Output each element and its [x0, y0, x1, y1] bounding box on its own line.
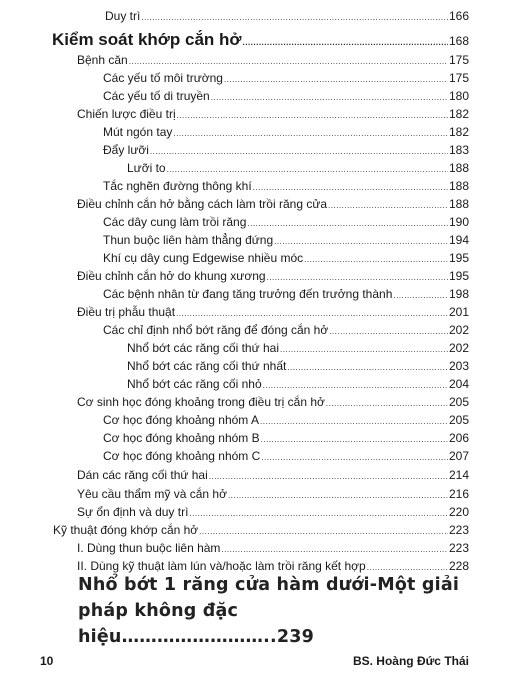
toc-entry: [103, 69, 469, 87]
toc-entry-page: 180: [448, 89, 469, 103]
toc-entry-page: 183: [448, 143, 469, 157]
toc-entry: [127, 339, 469, 357]
toc-entry-page: 175: [448, 71, 469, 85]
toc-entry: [127, 375, 469, 393]
toc-entry-label: Các yếu tố môi trường: [103, 71, 223, 85]
toc-entry-page: 195: [448, 269, 469, 283]
toc-entry-label: Điều chỉnh cắn hở bằng cách làm trồi răng cửa: [77, 197, 328, 211]
toc-entry: [103, 231, 469, 249]
toc-entry-page: 195: [448, 251, 469, 265]
toc-entry: [77, 195, 469, 213]
toc-entry: [77, 539, 469, 557]
toc-entry-page: 188: [448, 197, 469, 211]
toc-entry: [77, 105, 469, 123]
toc-entry-page: 214: [448, 468, 469, 482]
toc-entry-page: 223: [448, 523, 469, 537]
toc-entry: [103, 141, 469, 159]
toc-entry-label: Bệnh căn: [77, 53, 128, 67]
toc-entry-page: 204: [448, 377, 469, 391]
toc-entry: [103, 321, 469, 339]
toc-entry-label: Cơ học đóng khoảng nhóm A: [103, 413, 259, 427]
toc-entry: [77, 267, 469, 285]
toc-entry-label: Điều trị phẫu thuật: [77, 305, 176, 319]
toc-entry-page: 182: [448, 107, 469, 121]
toc-entry-label: Khí cụ dây cung Edgewise nhiều móc: [103, 251, 304, 265]
toc-entry-page: 166: [448, 9, 469, 23]
toc-entry: [103, 285, 469, 303]
toc-entry-page: 205: [448, 395, 469, 409]
toc-entry-label: Sự ổn định và duy trì: [77, 505, 189, 519]
toc-entry-page: 202: [448, 341, 469, 355]
toc-entry-page: 205: [448, 413, 469, 427]
toc-entry-page: 203: [448, 359, 469, 373]
toc-entry-page: 223: [448, 541, 469, 555]
toc-entry: [53, 521, 469, 539]
toc-entry: [103, 429, 469, 447]
toc-entry-label: Kỹ thuật đóng khớp cắn hở: [53, 523, 199, 537]
toc-entry-label: II. Dùng kỹ thuật làm lún và/hoặc làm trồi răng kết hợp: [77, 559, 366, 573]
toc-entry-label: Chiến lược điều trị: [77, 107, 176, 121]
toc-entry-label: Duy trì: [105, 9, 141, 23]
toc-entry-page: 190: [448, 215, 469, 229]
chapter-note-title: Nhổ bớt 1 răng cửa hàm dưới-Một giải pháp không đặc hiệu……………………..239: [78, 575, 460, 647]
author-name: BS. Hoàng Đức Thái: [352, 654, 469, 668]
toc-entry-label: Mút ngón tay: [103, 125, 173, 139]
toc-entry: [103, 123, 469, 141]
toc-entry-page: 220: [448, 505, 469, 519]
toc-entry: [77, 485, 469, 503]
toc-entry-page: 207: [448, 449, 469, 463]
toc-entry-label: Đẩy lưỡi: [103, 143, 149, 157]
toc-entry: [103, 177, 469, 195]
toc-entry-label: Nhổ bớt các răng cối thứ nhất: [127, 359, 287, 373]
toc-entry-label: Nhổ bớt các răng cối nhỏ: [127, 377, 262, 391]
toc-entry: [103, 411, 469, 429]
dot-leader: [141, 9, 448, 27]
page-number: 10: [40, 654, 54, 668]
toc-entry-label: Yêu cầu thẩm mỹ và cắn hở: [77, 487, 227, 501]
toc-entry: [77, 303, 469, 321]
toc-entry-page: 228: [448, 559, 469, 573]
dot-leader: [209, 468, 448, 486]
toc-entry-page: 188: [448, 179, 469, 193]
toc-entry-label: Các chỉ định nhổ bớt răng để đóng cắn hở: [103, 323, 329, 337]
toc-entry: [77, 393, 469, 411]
toc-entry: [103, 249, 469, 267]
toc-entry: [127, 357, 469, 375]
toc-entry-page: 202: [448, 323, 469, 337]
toc-entry-page: 194: [448, 233, 469, 247]
toc-entry-label: Cơ học đóng khoảng nhóm B: [103, 431, 260, 445]
toc-entry-page: 198: [448, 287, 469, 301]
toc-entry-label: Nhổ bớt các răng cối thứ hai: [127, 341, 279, 355]
toc-chapter-label: Kiểm soát khớp cắn hở: [52, 30, 242, 49]
toc-entry: [103, 87, 469, 105]
toc-entry: [103, 447, 469, 465]
toc-entry-label: Các dây cung làm trồi răng: [103, 215, 247, 229]
toc-entry-page: 201: [448, 305, 469, 319]
toc-chapter: [52, 28, 469, 52]
toc-entry: [105, 7, 469, 25]
toc-entry-label: Tắc nghẽn đường thông khí: [103, 179, 252, 193]
toc-entry-page: 188: [448, 161, 469, 175]
toc-entry-label: Các bệnh nhân từ đang tăng trưởng đến trưởng thành: [103, 287, 393, 301]
toc-entry-page: 206: [448, 431, 469, 445]
toc-entry: [103, 213, 469, 231]
toc-entry: [77, 503, 469, 521]
toc-entry-label: Dán các răng cối thứ hai: [77, 468, 208, 482]
toc-entry-label: I. Dùng thun buộc liên hàm: [77, 541, 221, 555]
toc-entry-label: Lưỡi to: [127, 161, 166, 175]
toc-entry-page: 175: [448, 53, 469, 67]
toc-entry: [77, 466, 469, 484]
dot-leader: [261, 449, 448, 467]
toc-entry: [77, 51, 469, 69]
toc-entry-page: 182: [448, 125, 469, 139]
toc-entry-label: Cơ học đóng khoảng nhóm C: [103, 449, 261, 463]
toc-chapter-page: 168: [448, 34, 469, 48]
toc-entry: [127, 159, 469, 177]
toc-entry-label: Thun buộc liên hàm thẳng đứng: [103, 233, 274, 247]
toc-entry-page: 216: [448, 487, 469, 501]
toc-entry-label: Các yếu tố di truyền: [103, 89, 210, 103]
toc-entry-label: Điều chỉnh cắn hở do khung xương: [77, 269, 266, 283]
toc-entry-label: Cơ sinh học đóng khoảng trong điều trị cắn hở: [77, 395, 325, 409]
